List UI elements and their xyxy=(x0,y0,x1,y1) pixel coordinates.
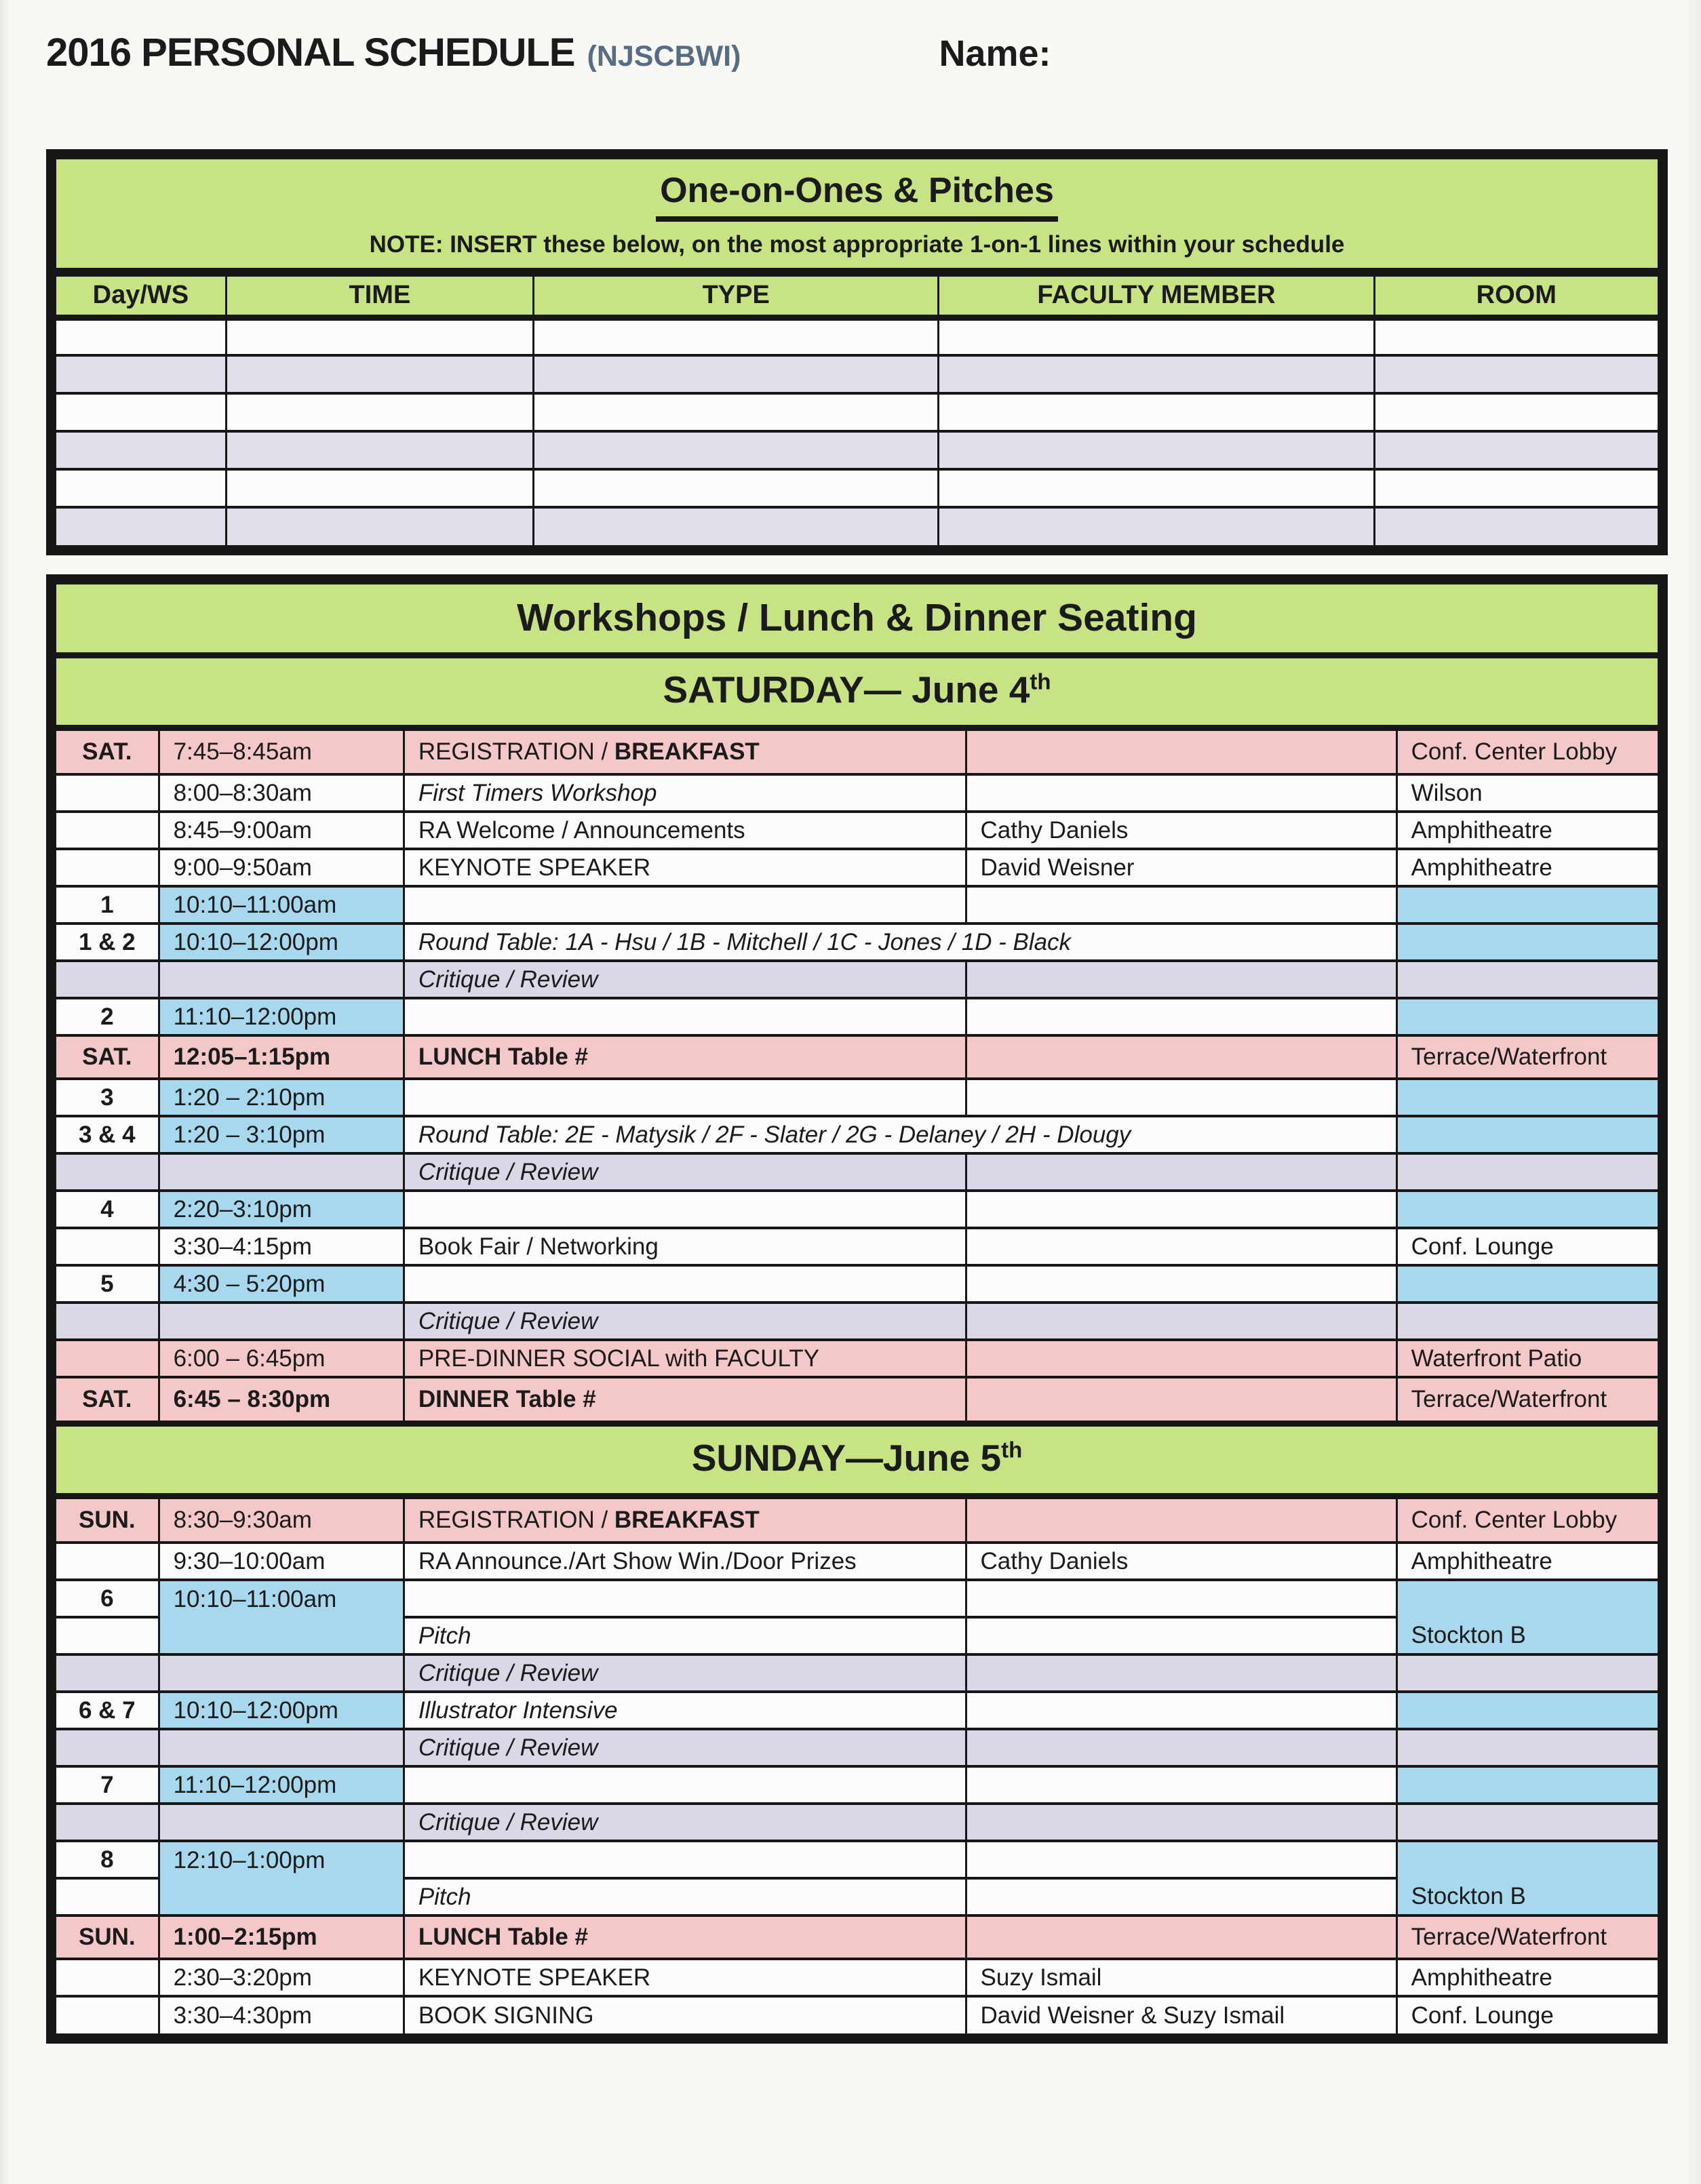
schedule-cell xyxy=(966,1915,1396,1959)
schedule-cell xyxy=(56,1617,159,1654)
schedule-cell xyxy=(56,1729,159,1766)
schedule-cell: 10:10–12:00pm xyxy=(159,924,404,961)
schedule-cell xyxy=(966,886,1396,924)
schedule-cell xyxy=(56,1543,159,1580)
table-row xyxy=(56,1654,1658,1692)
schedule-cell: 11:10–12:00pm xyxy=(159,1766,404,1804)
schedule-cell xyxy=(56,961,159,998)
schedule-cell xyxy=(56,774,159,812)
schedule-cell: Stockton B xyxy=(1396,1617,1658,1654)
saturday-header-sup: th xyxy=(1030,669,1051,694)
schedule-cell: 7:45–8:45am xyxy=(159,731,404,774)
table-row xyxy=(56,1079,1658,1116)
schedule-cell xyxy=(404,1841,966,1878)
sunday-rows xyxy=(56,1499,1658,2033)
schedule-cell xyxy=(966,1729,1396,1766)
schedule-cell: Pitch xyxy=(404,1878,966,1915)
schedule-cell: SAT. xyxy=(56,1377,159,1421)
schedule-cell xyxy=(1396,1116,1658,1153)
empty-row xyxy=(56,469,1658,507)
schedule-cell: Stockton B xyxy=(1396,1878,1658,1915)
schedule-cell xyxy=(1396,1841,1658,1878)
schedule-cell xyxy=(404,1265,966,1303)
table-row xyxy=(56,1228,1658,1265)
schedule-cell xyxy=(404,886,966,924)
schedule-cell xyxy=(966,1377,1396,1421)
empty-cell xyxy=(534,507,939,545)
schedule-cell: 6 xyxy=(56,1580,159,1617)
org-abbreviation: (NJSCBWI) xyxy=(587,40,741,73)
table-row xyxy=(56,1841,1658,1878)
table-row xyxy=(56,1153,1658,1191)
one-on-ones-title: One-on-Ones & Pitches xyxy=(656,170,1058,222)
column-header-row xyxy=(56,275,1658,317)
column-header-type: TYPE xyxy=(534,275,939,317)
table-row xyxy=(56,1729,1658,1766)
schedule-cell: David Weisner xyxy=(966,849,1396,886)
schedule-cell xyxy=(56,1340,159,1377)
schedule-cell: Suzy Ismail xyxy=(966,1959,1396,1996)
empty-row xyxy=(56,507,1658,545)
schedule-cell: SAT. xyxy=(56,731,159,774)
schedule-cell xyxy=(966,731,1396,774)
schedule-cell: 6:45 – 8:30pm xyxy=(159,1377,404,1421)
schedule-cell: 9:00–9:50am xyxy=(159,849,404,886)
schedule-cell: 1 & 2 xyxy=(56,924,159,961)
schedule-cell xyxy=(159,961,404,998)
schedule-cell: 8 xyxy=(56,1841,159,1878)
schedule-cell: BOOK SIGNING xyxy=(404,1996,966,2033)
schedule-cell: 12:10–1:00pm xyxy=(159,1841,404,1878)
schedule-cell xyxy=(966,1617,1396,1654)
empty-cell xyxy=(56,355,226,393)
sunday-header-sup: th xyxy=(1001,1437,1023,1463)
schedule-cell: RA Announce./Art Show Win./Door Prizes xyxy=(404,1543,966,1580)
schedule-cell: 7 xyxy=(56,1766,159,1804)
schedule-cell: 5 xyxy=(56,1265,159,1303)
schedule-cell: Critique / Review xyxy=(404,1153,966,1191)
schedule-cell xyxy=(966,1499,1396,1543)
schedule-cell xyxy=(56,1996,159,2033)
table-row xyxy=(56,731,1658,774)
table-row xyxy=(56,774,1658,812)
table-row xyxy=(56,998,1658,1035)
schedule-cell xyxy=(966,1654,1396,1692)
schedule-cell: LUNCH Table # xyxy=(404,1035,966,1079)
schedule-cell: Amphitheatre xyxy=(1396,1959,1658,1996)
empty-row xyxy=(56,393,1658,431)
table-row xyxy=(56,961,1658,998)
saturday-schedule xyxy=(56,731,1658,1421)
saturday-rows xyxy=(56,731,1658,1421)
schedule-cell xyxy=(966,1766,1396,1804)
schedule-cell: 1:20 – 2:10pm xyxy=(159,1079,404,1116)
schedule-cell xyxy=(56,849,159,886)
schedule-cell: David Weisner & Suzy Ismail xyxy=(966,1996,1396,2033)
one-on-ones-header xyxy=(56,159,1658,274)
schedule-cell: 2:20–3:10pm xyxy=(159,1191,404,1228)
schedule-cell xyxy=(966,998,1396,1035)
schedule-cell xyxy=(159,1617,404,1654)
schedule-cell: 1:00–2:15pm xyxy=(159,1915,404,1959)
schedule-cell: Critique / Review xyxy=(404,1303,966,1340)
schedule-cell: REGISTRATION / BREAKFAST xyxy=(404,731,966,774)
schedule-cell xyxy=(404,1079,966,1116)
empty-cell xyxy=(226,431,533,469)
schedule-cell: 9:30–10:00am xyxy=(159,1543,404,1580)
schedule-cell: Critique / Review xyxy=(404,1729,966,1766)
empty-cell xyxy=(1374,355,1658,393)
schedule-cell: LUNCH Table # xyxy=(404,1915,966,1959)
schedule-cell xyxy=(966,1340,1396,1377)
schedule-cell: REGISTRATION / BREAKFAST xyxy=(404,1499,966,1543)
schedule-cell xyxy=(966,1692,1396,1729)
schedule-cell xyxy=(966,1841,1396,1878)
empty-cell xyxy=(1374,393,1658,431)
schedule-cell: 4 xyxy=(56,1191,159,1228)
empty-cell xyxy=(534,393,939,431)
schedule-cell xyxy=(159,1654,404,1692)
table-row xyxy=(56,1377,1658,1421)
schedule-cell xyxy=(404,1191,966,1228)
schedule-cell: KEYNOTE SPEAKER xyxy=(404,1959,966,1996)
empty-cell xyxy=(534,317,939,355)
empty-row xyxy=(56,431,1658,469)
schedule-cell xyxy=(966,1191,1396,1228)
schedule-cell: 10:10–11:00am xyxy=(159,1580,404,1617)
saturday-header-text: SATURDAY— June 4 xyxy=(663,669,1030,711)
empty-cell xyxy=(939,317,1374,355)
workshops-title: Workshops / Lunch & Dinner Seating xyxy=(56,584,1658,658)
schedule-cell xyxy=(1396,924,1658,961)
schedule-cell xyxy=(966,1303,1396,1340)
document-title: 2016 PERSONAL SCHEDULE xyxy=(46,31,575,75)
empty-cell xyxy=(1374,317,1658,355)
schedule-cell: Terrace/Waterfront xyxy=(1396,1377,1658,1421)
schedule-cell xyxy=(404,998,966,1035)
schedule-cell: Conf. Center Lobby xyxy=(1396,731,1658,774)
schedule-cell: 2:30–3:20pm xyxy=(159,1959,404,1996)
schedule-cell: SAT. xyxy=(56,1035,159,1079)
schedule-cell: Round Table: 1A - Hsu / 1B - Mitchell / 1C - Jones / 1D - Black xyxy=(404,924,1396,961)
schedule-cell: PRE-DINNER SOCIAL with FACULTY xyxy=(404,1340,966,1377)
table-row xyxy=(56,1265,1658,1303)
empty-cell xyxy=(226,507,533,545)
schedule-cell xyxy=(1396,1079,1658,1116)
empty-cell xyxy=(56,317,226,355)
schedule-cell: 6 & 7 xyxy=(56,1692,159,1729)
schedule-cell: Conf. Lounge xyxy=(1396,1228,1658,1265)
table-row xyxy=(56,1580,1658,1617)
table-row xyxy=(56,1543,1658,1580)
schedule-cell: Amphitheatre xyxy=(1396,1543,1658,1580)
schedule-cell: 3 xyxy=(56,1079,159,1116)
name-label: Name: xyxy=(939,33,1051,74)
table-row xyxy=(56,886,1658,924)
empty-cell xyxy=(939,355,1374,393)
schedule-cell: Illustrator Intensive xyxy=(404,1692,966,1729)
schedule-cell: RA Welcome / Announcements xyxy=(404,812,966,849)
schedule-cell xyxy=(1396,1692,1658,1729)
schedule-cell: 10:10–11:00am xyxy=(159,886,404,924)
table-row xyxy=(56,1915,1658,1959)
schedule-cell: SUN. xyxy=(56,1499,159,1543)
empty-cell xyxy=(534,469,939,507)
empty-cell xyxy=(939,431,1374,469)
schedule-cell: 3:30–4:15pm xyxy=(159,1228,404,1265)
schedule-cell xyxy=(56,1959,159,1996)
empty-cell xyxy=(1374,431,1658,469)
schedule-cell xyxy=(56,1804,159,1841)
empty-cell xyxy=(939,393,1374,431)
schedule-cell: Critique / Review xyxy=(404,961,966,998)
schedule-cell xyxy=(966,1228,1396,1265)
sunday-schedule xyxy=(56,1499,1658,2033)
table-row xyxy=(56,812,1658,849)
schedule-cell xyxy=(966,1878,1396,1915)
table-row xyxy=(56,1116,1658,1153)
schedule-cell xyxy=(966,1580,1396,1617)
schedule-cell: 11:10–12:00pm xyxy=(159,998,404,1035)
schedule-cell xyxy=(966,1079,1396,1116)
schedule-cell xyxy=(966,1153,1396,1191)
table-row xyxy=(56,1303,1658,1340)
schedule-cell: Terrace/Waterfront xyxy=(1396,1035,1658,1079)
schedule-cell: Round Table: 2E - Matysik / 2F - Slater / 2G - Delaney / 2H - Dlougy xyxy=(404,1116,1396,1153)
schedule-cell xyxy=(1396,1191,1658,1228)
schedule-cell: DINNER Table # xyxy=(404,1377,966,1421)
schedule-cell: 6:00 – 6:45pm xyxy=(159,1340,404,1377)
empty-cell xyxy=(56,507,226,545)
table-row xyxy=(56,1617,1658,1654)
schedule-cell: First Timers Workshop xyxy=(404,774,966,812)
empty-row xyxy=(56,355,1658,393)
schedule-cell xyxy=(404,1766,966,1804)
schedule-cell: 8:00–8:30am xyxy=(159,774,404,812)
empty-cell xyxy=(1374,469,1658,507)
table-row xyxy=(56,1804,1658,1841)
empty-cell xyxy=(1374,507,1658,545)
empty-cell xyxy=(226,355,533,393)
schedule-cell xyxy=(159,1303,404,1340)
schedule-cell: Book Fair / Networking xyxy=(404,1228,966,1265)
schedule-cell: 3:30–4:30pm xyxy=(159,1996,404,2033)
schedule-cell: 4:30 – 5:20pm xyxy=(159,1265,404,1303)
schedule-cell: 8:30–9:30am xyxy=(159,1499,404,1543)
table-row xyxy=(56,1996,1658,2033)
schedule-cell xyxy=(159,1878,404,1915)
schedule-cell xyxy=(1396,998,1658,1035)
schedule-cell xyxy=(1396,1766,1658,1804)
schedule-cell xyxy=(56,812,159,849)
empty-cell xyxy=(226,317,533,355)
schedule-cell xyxy=(1396,961,1658,998)
schedule-cell: Amphitheatre xyxy=(1396,812,1658,849)
schedule-cell: Critique / Review xyxy=(404,1654,966,1692)
saturday-header xyxy=(56,658,1658,731)
schedule-cell xyxy=(159,1729,404,1766)
schedule-cell xyxy=(404,1580,966,1617)
schedule-cell xyxy=(56,1153,159,1191)
empty-row xyxy=(56,317,1658,355)
schedule-cell: 10:10–12:00pm xyxy=(159,1692,404,1729)
schedule-cell xyxy=(56,1654,159,1692)
schedule-cell: 2 xyxy=(56,998,159,1035)
empty-cell xyxy=(534,431,939,469)
table-row xyxy=(56,1191,1658,1228)
sunday-header xyxy=(56,1421,1658,1499)
schedule-cell xyxy=(56,1878,159,1915)
table-row xyxy=(56,1340,1658,1377)
one-on-ones-empty-rows xyxy=(56,317,1658,545)
schedule-cell xyxy=(1396,1804,1658,1841)
schedule-cell: 8:45–9:00am xyxy=(159,812,404,849)
schedule-cell xyxy=(966,774,1396,812)
schedule-cell: Amphitheatre xyxy=(1396,849,1658,886)
empty-cell xyxy=(939,507,1374,545)
column-header-time: TIME xyxy=(226,275,533,317)
column-header-faculty: FACULTY MEMBER xyxy=(939,275,1374,317)
empty-cell xyxy=(56,431,226,469)
schedule-cell: Wilson xyxy=(1396,774,1658,812)
schedule-cell xyxy=(1396,1153,1658,1191)
table-row xyxy=(56,924,1658,961)
schedule-cell: Pitch xyxy=(404,1617,966,1654)
schedule-cell xyxy=(966,961,1396,998)
schedule-cell xyxy=(56,1303,159,1340)
schedule-cell: Conf. Center Lobby xyxy=(1396,1499,1658,1543)
schedule-cell xyxy=(1396,886,1658,924)
column-header-day: Day/WS xyxy=(56,275,226,317)
schedule-cell: 3 & 4 xyxy=(56,1116,159,1153)
schedule-cell: Conf. Lounge xyxy=(1396,1996,1658,2033)
empty-cell xyxy=(56,469,226,507)
schedule-cell: Critique / Review xyxy=(404,1804,966,1841)
schedule-cell: Cathy Daniels xyxy=(966,1543,1396,1580)
schedule-cell xyxy=(966,1265,1396,1303)
schedule-cell xyxy=(1396,1729,1658,1766)
table-row xyxy=(56,1499,1658,1543)
sunday-header-text: SUNDAY—June 5 xyxy=(691,1437,1002,1479)
schedule-cell xyxy=(1396,1265,1658,1303)
schedule-cell: 12:05–1:15pm xyxy=(159,1035,404,1079)
table-row xyxy=(56,1035,1658,1079)
one-on-ones-table xyxy=(46,149,1668,555)
schedule-cell xyxy=(159,1153,404,1191)
column-header-room: ROOM xyxy=(1374,275,1658,317)
document-header xyxy=(46,30,1668,92)
empty-cell xyxy=(56,393,226,431)
one-on-ones-note: NOTE: INSERT these below, on the most appropriate 1-on-1 lines within your schedule xyxy=(369,231,1345,258)
schedule-cell: Waterfront Patio xyxy=(1396,1340,1658,1377)
schedule-cell: SUN. xyxy=(56,1915,159,1959)
schedule-cell xyxy=(1396,1580,1658,1617)
table-row xyxy=(56,849,1658,886)
table-row xyxy=(56,1959,1658,1996)
schedule-cell xyxy=(56,1228,159,1265)
empty-cell xyxy=(226,393,533,431)
empty-cell xyxy=(226,469,533,507)
schedule-cell xyxy=(966,1035,1396,1079)
schedule-cell xyxy=(1396,1654,1658,1692)
schedule-cell: 1 xyxy=(56,886,159,924)
table-row xyxy=(56,1692,1658,1729)
empty-cell xyxy=(534,355,939,393)
schedule-cell xyxy=(1396,1303,1658,1340)
table-row xyxy=(56,1878,1658,1915)
workshops-table xyxy=(46,574,1668,2044)
schedule-cell: Terrace/Waterfront xyxy=(1396,1915,1658,1959)
schedule-cell: 1:20 – 3:10pm xyxy=(159,1116,404,1153)
one-on-ones-grid xyxy=(56,274,1658,545)
schedule-cell: Cathy Daniels xyxy=(966,812,1396,849)
schedule-cell xyxy=(966,1804,1396,1841)
schedule-cell xyxy=(159,1804,404,1841)
schedule-cell: KEYNOTE SPEAKER xyxy=(404,849,966,886)
table-row xyxy=(56,1766,1658,1804)
empty-cell xyxy=(939,469,1374,507)
